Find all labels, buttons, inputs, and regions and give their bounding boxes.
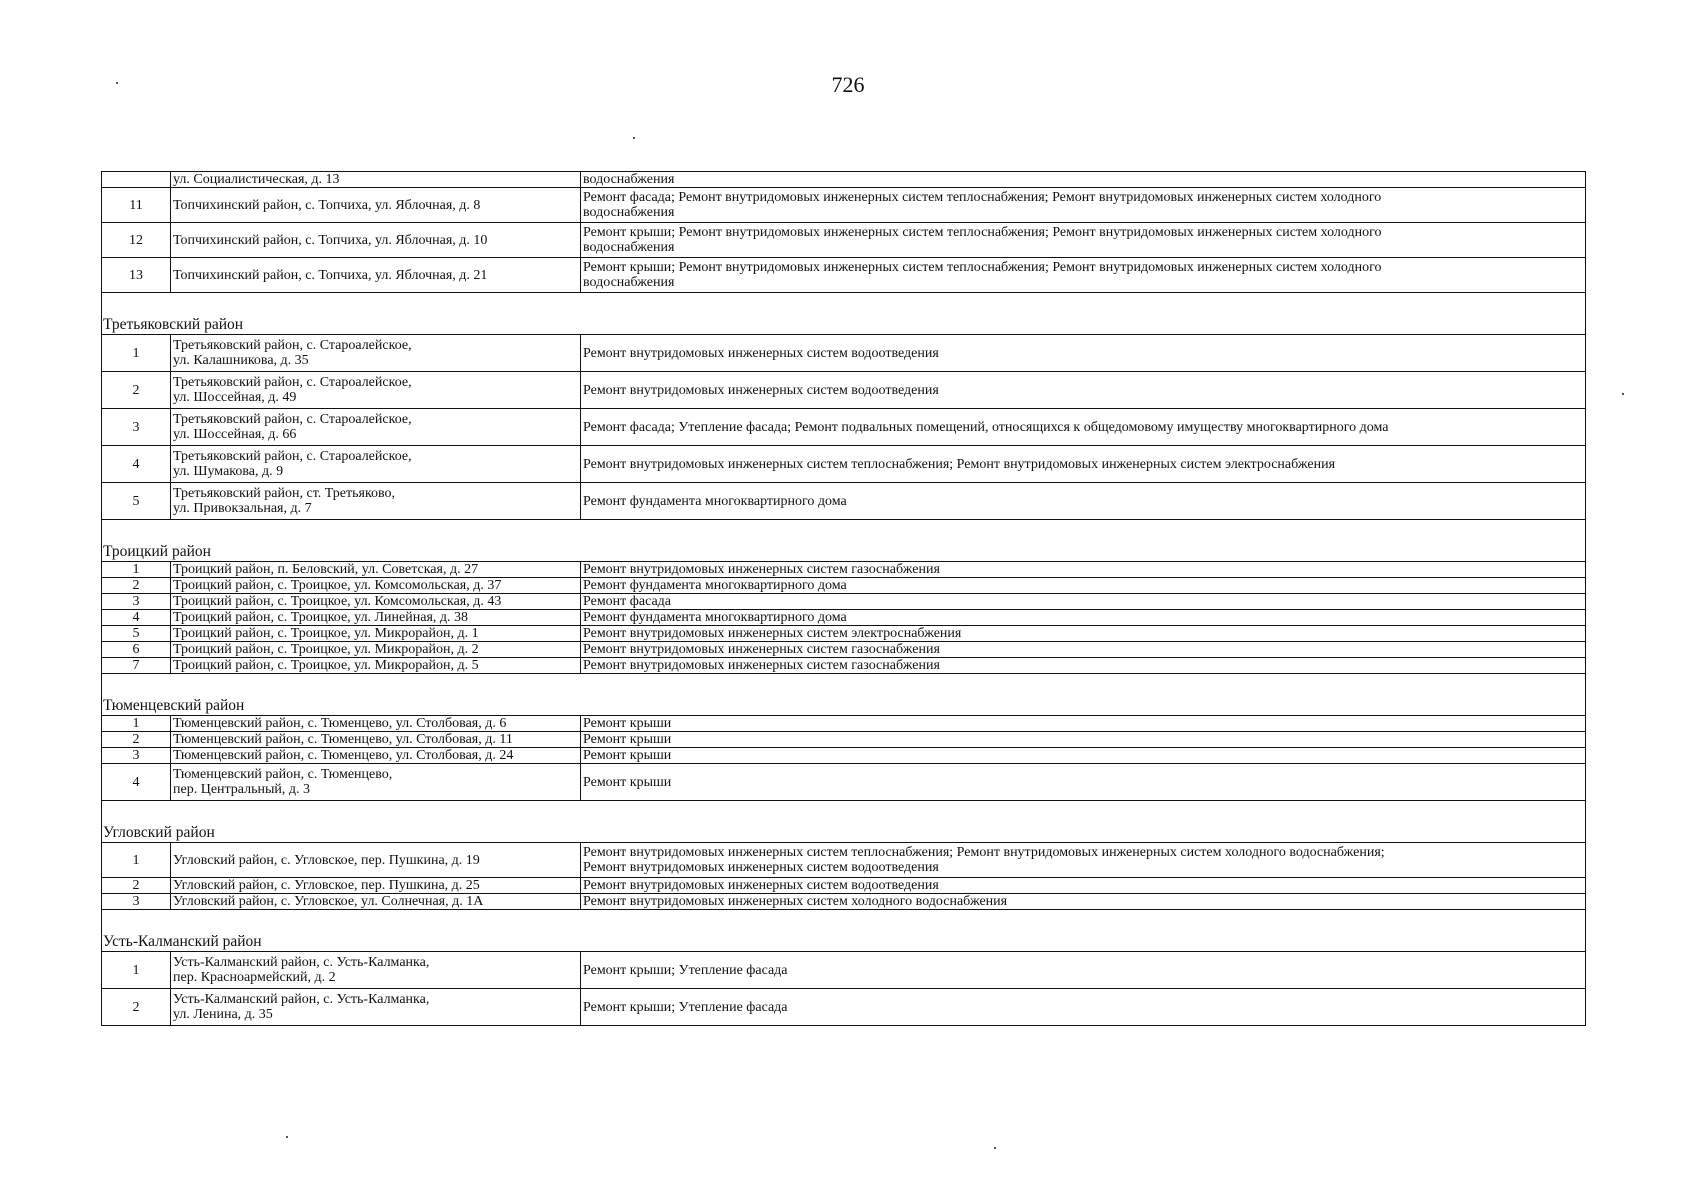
address-line: Усть-Калманский район, с. Усть-Калманка,: [173, 955, 430, 970]
address-cell: [171, 446, 581, 483]
address-line: ул. Ленина, д. 35: [173, 1007, 273, 1022]
row-number: 1: [102, 952, 171, 989]
repair-works-line: Ремонт крыши; Утепление фасада: [583, 999, 788, 1015]
address-cell: [171, 878, 581, 894]
row-number: 13: [102, 258, 171, 293]
row-number: 3: [102, 894, 171, 910]
address-cell: [171, 483, 581, 520]
row-number: 11: [102, 188, 171, 223]
district-header-row: [102, 910, 1586, 952]
row-number: 3: [102, 748, 171, 764]
address-cell: [171, 372, 581, 409]
address-line: Топчихинский район, с. Топчиха, ул. Яблочная, д. 10: [173, 232, 488, 248]
row-number: 4: [102, 610, 171, 626]
repair-works-line: Ремонт фасада; Утепление фасада; Ремонт подвальных помещений, относящихся к общедомовому имуществу многоквартирного дома: [583, 419, 1389, 435]
district-header-row: [102, 293, 1586, 335]
address-cell: [171, 562, 581, 578]
repair-works-cell: [581, 372, 1586, 409]
table-row: [102, 952, 1586, 989]
repair-works-line: Ремонт внутридомовых инженерных систем газоснабжения: [583, 658, 940, 673]
district-header-row: [102, 520, 1586, 562]
address-line: Угловский район, с. Угловское, пер. Пушкина, д. 25: [173, 878, 480, 893]
district-name: Усть-Калманский район: [102, 910, 581, 952]
row-number: 2: [102, 578, 171, 594]
row-number: 3: [102, 409, 171, 446]
repair-works-cell: [581, 894, 1586, 910]
repair-works-cell: [581, 258, 1586, 293]
repair-works-line: водоснабжения: [583, 240, 675, 255]
address-cell: [171, 894, 581, 910]
address-line: ул. Шоссейная, д. 49: [173, 390, 297, 405]
table-row: [102, 188, 1586, 223]
row-number: 7: [102, 658, 171, 674]
address-line: Третьяковский район, с. Староалейское,: [173, 412, 412, 427]
repair-works-line: Ремонт крыши: [583, 716, 672, 731]
repair-works-line: Ремонт внутридомовых инженерных систем холодного водоснабжения: [583, 894, 1008, 909]
table-row: [102, 716, 1586, 732]
repair-works-cell: [581, 843, 1586, 878]
address-cell: [171, 172, 581, 188]
table-row: [102, 258, 1586, 293]
address-cell: [171, 764, 581, 801]
address-line: Тюменцевский район, с. Тюменцево, ул. Столбовая, д. 11: [173, 732, 513, 747]
district-header-row: [102, 674, 1586, 716]
address-line: Троицкий район, с. Троицкое, ул. Микрорайон, д. 2: [173, 642, 479, 657]
district-name: Тюменцевский район: [102, 674, 581, 716]
row-number: 1: [102, 716, 171, 732]
row-number: 2: [102, 878, 171, 894]
address-line: Топчихинский район, с. Топчиха, ул. Яблочная, д. 8: [173, 197, 481, 213]
repair-works-line: Ремонт крыши: [583, 774, 672, 790]
repair-works-line: Ремонт внутридомовых инженерных систем водоотведения: [583, 382, 939, 398]
scan-speck: [994, 1147, 996, 1149]
address-line: Троицкий район, с. Троицкое, ул. Микрорайон, д. 5: [173, 658, 479, 673]
address-line: Третьяковский район, с. Староалейское,: [173, 338, 412, 353]
table-row: [102, 446, 1586, 483]
address-cell: [171, 258, 581, 293]
address-line: пер. Красноармейский, д. 2: [173, 970, 336, 985]
row-number: 2: [102, 372, 171, 409]
table-row: [102, 748, 1586, 764]
row-number: 4: [102, 764, 171, 801]
table-row: [102, 409, 1586, 446]
repair-works-line: Ремонт внутридомовых инженерных систем электроснабжения: [583, 626, 962, 641]
repair-works-cell: [581, 642, 1586, 658]
table-row: [102, 578, 1586, 594]
table-row: [102, 335, 1586, 372]
address-line: Третьяковский район, ст. Третьяково,: [173, 486, 396, 501]
district-spacer: [581, 293, 1586, 335]
address-line: ул. Социалистическая, д. 13: [173, 172, 340, 187]
address-cell: [171, 335, 581, 372]
address-cell: [171, 610, 581, 626]
address-line: Угловский район, с. Угловское, ул. Солнечная, д. 1А: [173, 894, 484, 909]
address-line: Усть-Калманский район, с. Усть-Калманка,: [173, 992, 430, 1007]
address-cell: [171, 732, 581, 748]
repair-works-cell: [581, 878, 1586, 894]
table-row: [102, 732, 1586, 748]
row-number: 1: [102, 562, 171, 578]
district-name: Третьяковский район: [102, 293, 581, 335]
table-row: [102, 562, 1586, 578]
table-row: [102, 764, 1586, 801]
repair-works-line: Ремонт внутридомовых инженерных систем водоотведения: [583, 878, 939, 893]
address-line: Топчихинский район, с. Топчиха, ул. Яблочная, д. 21: [173, 267, 488, 283]
address-line: Тюменцевский район, с. Тюменцево, ул. Столбовая, д. 6: [173, 716, 507, 731]
repair-works-cell: [581, 188, 1586, 223]
address-line: Третьяковский район, с. Староалейское,: [173, 375, 412, 390]
repair-works-cell: [581, 610, 1586, 626]
scan-speck: [286, 1136, 288, 1138]
address-cell: [171, 188, 581, 223]
address-line: ул. Шумакова, д. 9: [173, 464, 284, 479]
table-row: [102, 626, 1586, 642]
address-cell: [171, 223, 581, 258]
repair-works-line: водоснабжения: [583, 275, 675, 290]
district-name: Угловский район: [102, 801, 581, 843]
repair-works-cell: [581, 578, 1586, 594]
district-spacer: [581, 674, 1586, 716]
row-number: 2: [102, 989, 171, 1026]
repair-works-line: Ремонт крыши; Ремонт внутридомовых инженерных систем теплоснабжения; Ремонт внутридомовых инженерных систем холодного: [583, 260, 1382, 275]
address-cell: [171, 409, 581, 446]
repair-works-cell: [581, 716, 1586, 732]
address-cell: [171, 578, 581, 594]
table-row: [102, 372, 1586, 409]
address-line: Угловский район, с. Угловское, пер. Пушкина, д. 19: [173, 852, 480, 868]
repair-works-line: Ремонт внутридомовых инженерных систем газоснабжения: [583, 642, 940, 657]
row-number: 5: [102, 626, 171, 642]
repair-works-cell: [581, 409, 1586, 446]
row-number: 4: [102, 446, 171, 483]
repair-works-cell: [581, 626, 1586, 642]
repair-works-cell: [581, 764, 1586, 801]
address-line: ул. Шоссейная, д. 66: [173, 427, 297, 442]
table-row: [102, 894, 1586, 910]
table-row: [102, 989, 1586, 1026]
repair-works-cell: [581, 658, 1586, 674]
address-line: Троицкий район, с. Троицкое, ул. Линейная, д. 38: [173, 610, 469, 625]
address-cell: [171, 748, 581, 764]
district-spacer: [581, 520, 1586, 562]
repair-works-line: Ремонт крыши; Ремонт внутридомовых инженерных систем теплоснабжения; Ремонт внутридомовых инженерных систем холодного: [583, 225, 1382, 240]
repair-works-line: Ремонт крыши; Утепление фасада: [583, 962, 788, 978]
repair-works-cell: [581, 989, 1586, 1026]
repair-works-cell: [581, 732, 1586, 748]
row-number: 12: [102, 223, 171, 258]
repair-works-cell: [581, 335, 1586, 372]
address-line: ул. Калашникова, д. 35: [173, 353, 309, 368]
table-row: [102, 223, 1586, 258]
address-line: Троицкий район, с. Троицкое, ул. Комсомольская, д. 43: [173, 594, 502, 609]
row-number: 3: [102, 594, 171, 610]
repair-works-line: Ремонт фундамента многоквартирного дома: [583, 493, 847, 509]
page-number: 726: [831, 72, 865, 97]
address-cell: [171, 989, 581, 1026]
repair-works-cell: [581, 562, 1586, 578]
repair-works-cell: [581, 223, 1586, 258]
row-number: 5: [102, 483, 171, 520]
repair-works-cell: [581, 483, 1586, 520]
table-row: [102, 172, 1586, 188]
district-name: Троицкий район: [102, 520, 581, 562]
address-line: Троицкий район, п. Беловский, ул. Советская, д. 27: [173, 562, 479, 577]
repair-works-line: Ремонт фундамента многоквартирного дома: [583, 578, 847, 593]
repair-works-line: Ремонт внутридомовых инженерных систем теплоснабжения; Ремонт внутридомовых инженерных систем холодного водоснабжения;: [583, 845, 1385, 860]
repair-works-cell: [581, 594, 1586, 610]
repair-works-cell: [581, 172, 1586, 188]
table-row: [102, 843, 1586, 878]
repair-works-cell: [581, 446, 1586, 483]
table-row: [102, 658, 1586, 674]
table-body: [102, 172, 1586, 1026]
row-number: 2: [102, 732, 171, 748]
scan-speck: [1622, 393, 1624, 395]
scan-speck: [633, 137, 635, 139]
address-cell: [171, 843, 581, 878]
repair-works-line: Ремонт внутридомовых инженерных систем водоотведения: [583, 860, 939, 875]
repair-works-line: Ремонт крыши: [583, 732, 672, 747]
repair-works-line: Ремонт внутридомовых инженерных систем водоотведения: [583, 345, 939, 361]
address-cell: [171, 658, 581, 674]
address-cell: [171, 716, 581, 732]
address-cell: [171, 626, 581, 642]
repair-works-line: Ремонт внутридомовых инженерных систем газоснабжения: [583, 562, 940, 577]
repair-works-line: водоснабжения: [583, 205, 675, 220]
row-number: [102, 172, 171, 188]
address-line: ул. Привокзальная, д. 7: [173, 501, 312, 516]
row-number: 6: [102, 642, 171, 658]
row-number: 1: [102, 843, 171, 878]
repair-works-line: Ремонт внутридомовых инженерных систем теплоснабжения; Ремонт внутридомовых инженерных систем электроснабжения: [583, 456, 1336, 472]
scan-speck: [116, 82, 118, 84]
row-number: 1: [102, 335, 171, 372]
table-row: [102, 878, 1586, 894]
district-spacer: [581, 910, 1586, 952]
address-cell: [171, 594, 581, 610]
table-row: [102, 610, 1586, 626]
repair-works-line: водоснабжения: [583, 172, 675, 187]
address-cell: [171, 642, 581, 658]
repair-program-table: [101, 171, 1586, 1026]
repair-works-cell: [581, 748, 1586, 764]
address-line: Третьяковский район, с. Староалейское,: [173, 449, 412, 464]
table-row: [102, 483, 1586, 520]
repair-works-cell: [581, 952, 1586, 989]
table-row: [102, 642, 1586, 658]
repair-works-line: Ремонт фасада: [583, 594, 672, 609]
district-header-row: [102, 801, 1586, 843]
repair-works-line: Ремонт фасада; Ремонт внутридомовых инженерных систем теплоснабжения; Ремонт внутридомовых инженерных систем холодного: [583, 190, 1382, 205]
address-line: Троицкий район, с. Троицкое, ул. Комсомольская, д. 37: [173, 578, 502, 593]
address-cell: [171, 952, 581, 989]
repair-works-line: Ремонт крыши: [583, 748, 672, 763]
address-line: Тюменцевский район, с. Тюменцево,: [173, 767, 393, 782]
repair-works-line: Ремонт фундамента многоквартирного дома: [583, 610, 847, 625]
table-row: [102, 594, 1586, 610]
address-line: пер. Центральный, д. 3: [173, 782, 311, 797]
address-line: Тюменцевский район, с. Тюменцево, ул. Столбовая, д. 24: [173, 748, 514, 763]
address-line: Троицкий район, с. Троицкое, ул. Микрорайон, д. 1: [173, 626, 479, 641]
district-spacer: [581, 801, 1586, 843]
